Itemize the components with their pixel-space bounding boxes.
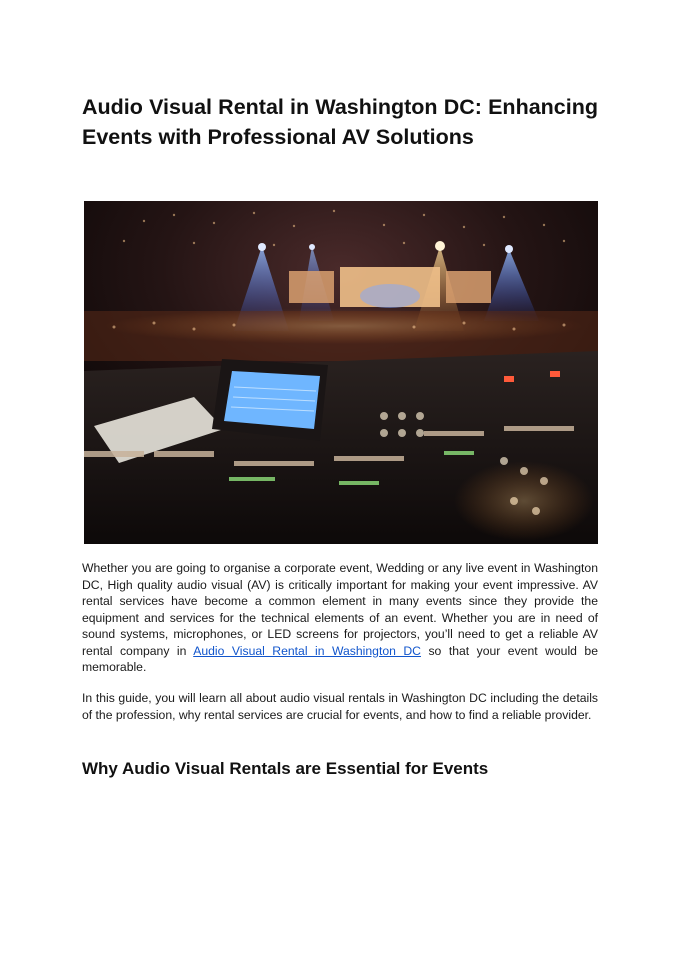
guide-paragraph: In this guide, you will learn all about audio visual rentals in Washington DC including the details of the profession, why rental services are crucial for events, and how to find a reliable provider. bbox=[82, 691, 598, 722]
article-title: Audio Visual Rental in Washington DC: Enhancing Events with Professional AV Solutions bbox=[82, 95, 598, 149]
av-rental-link[interactable]: Audio Visual Rental in Washington DC bbox=[193, 643, 421, 658]
intro-paragraph bbox=[82, 560, 598, 676]
section-heading: Why Audio Visual Rentals are Essential for Events bbox=[82, 759, 489, 778]
intro-text-after-link: so that your event would be memorable. bbox=[82, 643, 598, 674]
intro-text-before-link: Whether you are going to organise a corporate event, Wedding or any live event in Washington DC, High quality audio visual (AV) is critically important for making your event impressive. AV rental services have become a common element in many events since they provide the equipment and services for the technical elements of an event. Whether you are in need of sound systems, microphones, or LED screens for projectors, you’ll need to get a reliable AV rental company in bbox=[82, 561, 598, 658]
hero-image bbox=[84, 201, 598, 544]
av-console-photo bbox=[84, 201, 598, 544]
